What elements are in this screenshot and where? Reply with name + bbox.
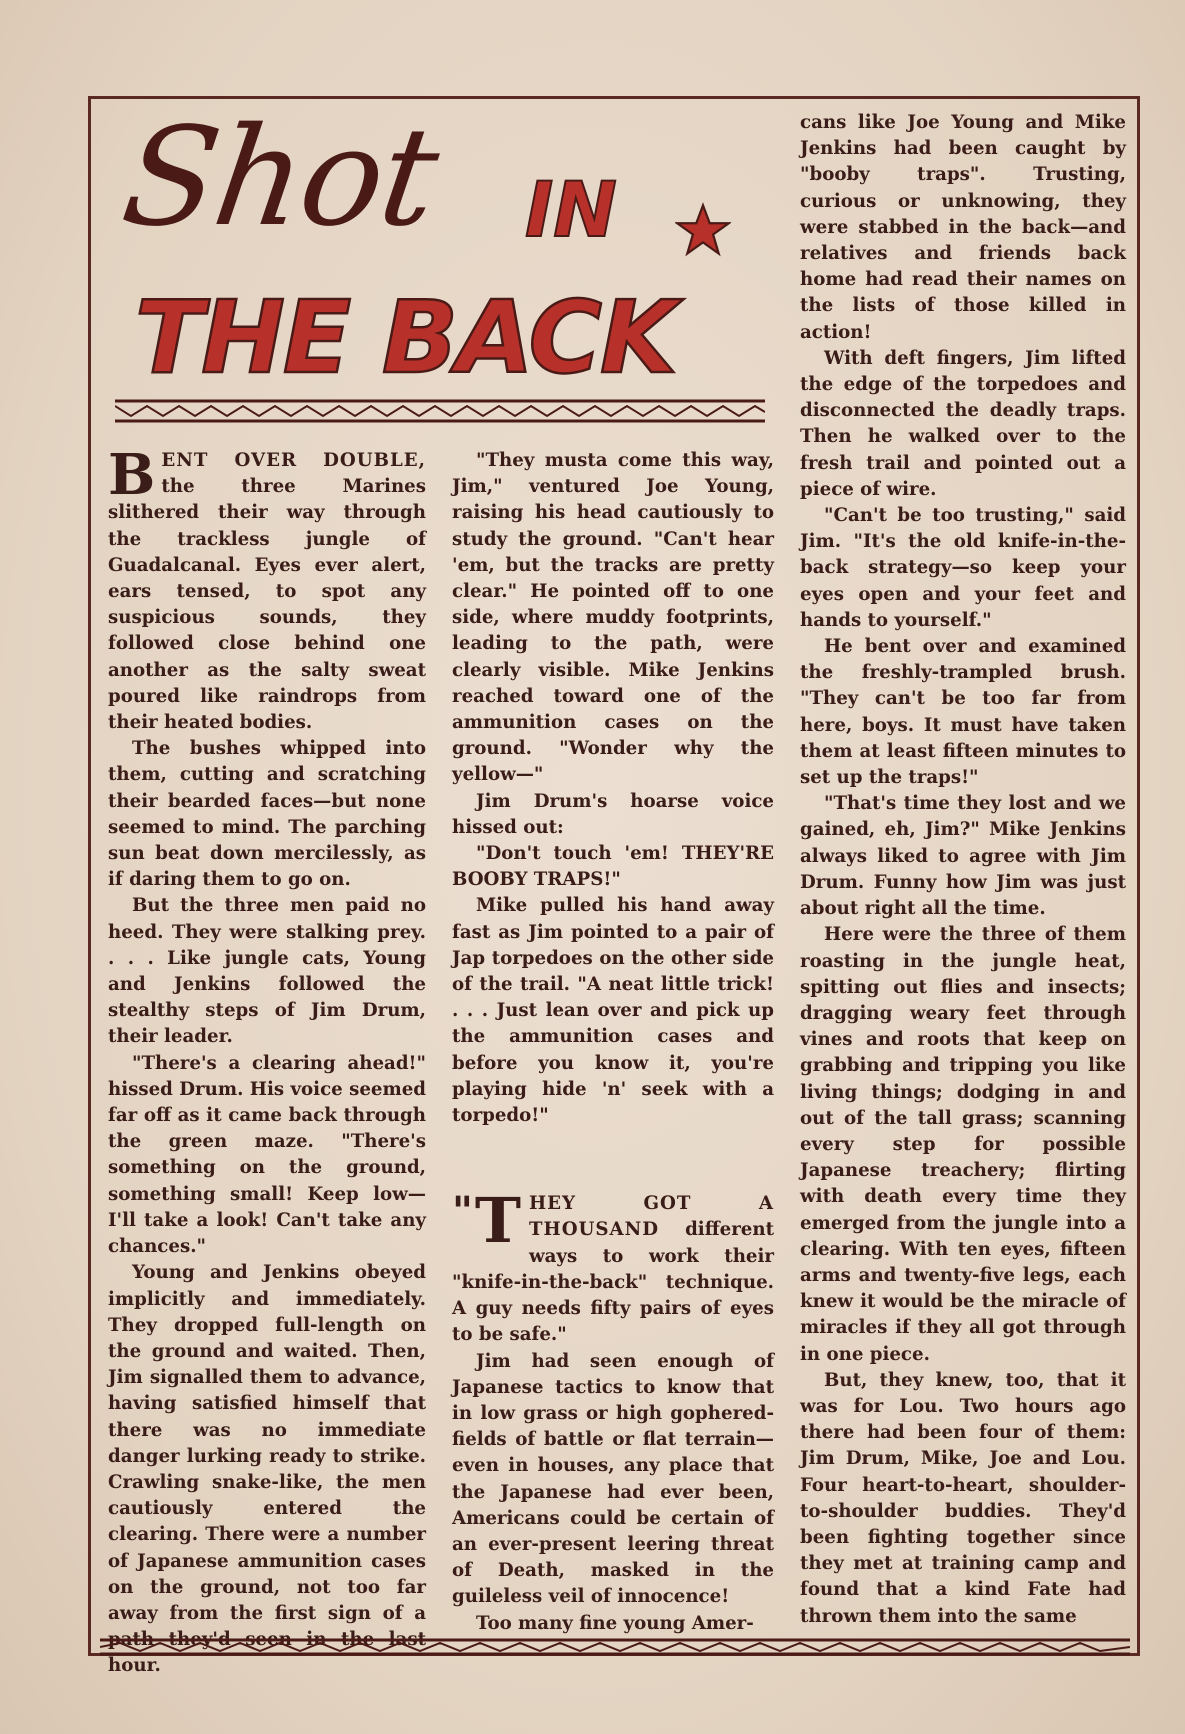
- paragraph: cans like Joe Young and Mike Jenkins had been caught by "booby traps". Trusting, curious or unknowing, they were stabbed in the back—and relatives and friends back home had read their names on the lists of those killed in action!: [800, 112, 1126, 343]
- paragraph: But the three men paid no heed. They were stalking prey. . . . Like jungle cats, Young and Jenkins followed the stealthy steps of Jim Drum, their leader.: [108, 895, 426, 1048]
- open-quote: ": [452, 1188, 473, 1236]
- text-column-2: [452, 448, 774, 1637]
- title-shot: Shot: [113, 99, 446, 257]
- paragraph: "They musta come this way, Jim," ventured Joe Young, raising his head cautiously to study the ground. "Can't hear 'em, but the tracks are pretty clear." He pointed off to one side, where muddy footprints, leading to the path, were clearly visible. Mike Jenkins reached toward one of the ammunition cases on the ground. "Wonder why the yellow—": [452, 450, 774, 786]
- bottom-divider: [100, 1636, 1130, 1658]
- text-column-3: [800, 110, 1126, 1630]
- paragraph: [108, 442, 426, 736]
- text-column-1: [108, 442, 426, 1680]
- paragraph: Jim had seen enough of Japanese tactics to know that in low grass or high gophered-fields of battle or flat terrain—even in houses, any place that the Japanese had ever been, Americans could be certain of an ever-present leering threat of Death, masked in the guileless veil of innocence!: [452, 1350, 774, 1608]
- title-the-back: THE BACK: [135, 279, 676, 396]
- drop-cap: B: [108, 442, 156, 508]
- drop-cap: T: [474, 1184, 521, 1258]
- paragraph: The bushes whipped into them, cutting and scratching their bearded faces—but none seemed to mind. The parching sun beat down mercilessly, as if daring them to go on.: [108, 738, 426, 891]
- paragraph: "There's a clearing ahead!" hissed Drum. His voice seemed far off as it came back through the green maze. "There's something on the ground, something small! Keep low—I'll take a look! Can't take any chances.": [108, 1052, 426, 1258]
- title-in: IN: [525, 165, 617, 254]
- paragraph: Mike pulled his hand away fast as Jim pointed to a pair of Jap torpedoes on the other side of the trail. "A neat little trick! . . . Just lean over and pick up the ammunition cases and before you know it, you're playing hide 'n' seek with a torpedo!": [452, 895, 774, 1127]
- paragraph: Young and Jenkins obeyed implicitly and immediately. They dropped full-length on the ground and waited. Then, Jim signalled them to advance, having satisfied himself that there was no immediate danger lurking ready to strike. Crawling snake-like, the men cautiously entered the clearing. There were a number of Japanese ammunition cases on the ground, not too far away from the first sign of a path they'd seen in the last hour.: [108, 1262, 426, 1677]
- title-divider: [115, 398, 765, 424]
- section-gap: [452, 1129, 774, 1191]
- lead-in: HEY GOT A THOUSAND: [528, 1193, 774, 1241]
- paragraph-text: the three Marines slithered their way through the trackless jungle of Guadalcanal. Eyes ever alert, ears tensed, to spot any suspicious sounds, they followed close behind one another as the salty sweat poured like raindrops from their heated bodies.: [108, 476, 426, 734]
- story-title: [113, 99, 770, 430]
- paragraph: But, they knew, too, that it was for Lou. Two hours ago there had been four of them: Jim Drum, Mike, Joe and Lou. Four heart-to-heart, shoulder-to-shoulder buddies. They'd been fighting together since they met at training camp and found that a kind Fate had thrown them into the same: [800, 1369, 1126, 1627]
- paragraph: Jim Drum's hoarse voice hissed out:: [452, 790, 774, 838]
- paragraph: Here were the three of them roasting in the jungle heat, spitting out flies and insects; dragging weary feet through vines and roots that keep on grabbing and tripping you like living things; dodging in and out of the tall grass; scanning every step for possible Japanese treachery; flirting with death every time they emerged from the jungle into a clearing. With ten eyes, fifteen arms and twenty-five legs, each knew it would be the miracle of miracles if they all got through in one piece.: [800, 924, 1126, 1365]
- paragraph: [452, 1184, 774, 1348]
- paragraph: "Can't be too trusting," said Jim. "It's the old knife-in-the-back strategy—so keep your eyes open and your feet and hands to yourself.": [800, 505, 1126, 631]
- lead-in: ENT OVER DOUBLE,: [161, 450, 426, 471]
- paragraph: "That's time they lost and we gained, eh, Jim?" Mike Jenkins always liked to agree with Jim Drum. Funny how Jim was just about right all the time.: [800, 793, 1126, 920]
- star-icon: [675, 202, 731, 258]
- paragraph-text: different ways to work their "knife-in-the-back" technique. A guy needs fifty pairs of eyes to be safe.": [452, 1219, 774, 1346]
- paragraph: He bent over and examined the freshly-trampled brush. "They can't be too far from here, boys. It must have taken them at least fifteen minutes to set up the traps!": [800, 636, 1126, 789]
- paragraph: With deft fingers, Jim lifted the edge of the torpedoes and disconnected the deadly traps. Then he walked over to the fresh trail and pointed out a piece of wire.: [800, 347, 1126, 500]
- paragraph: "Don't touch 'em! THEY'RE BOOBY TRAPS!": [452, 843, 774, 891]
- paragraph: Too many fine young Amer-: [476, 1612, 754, 1634]
